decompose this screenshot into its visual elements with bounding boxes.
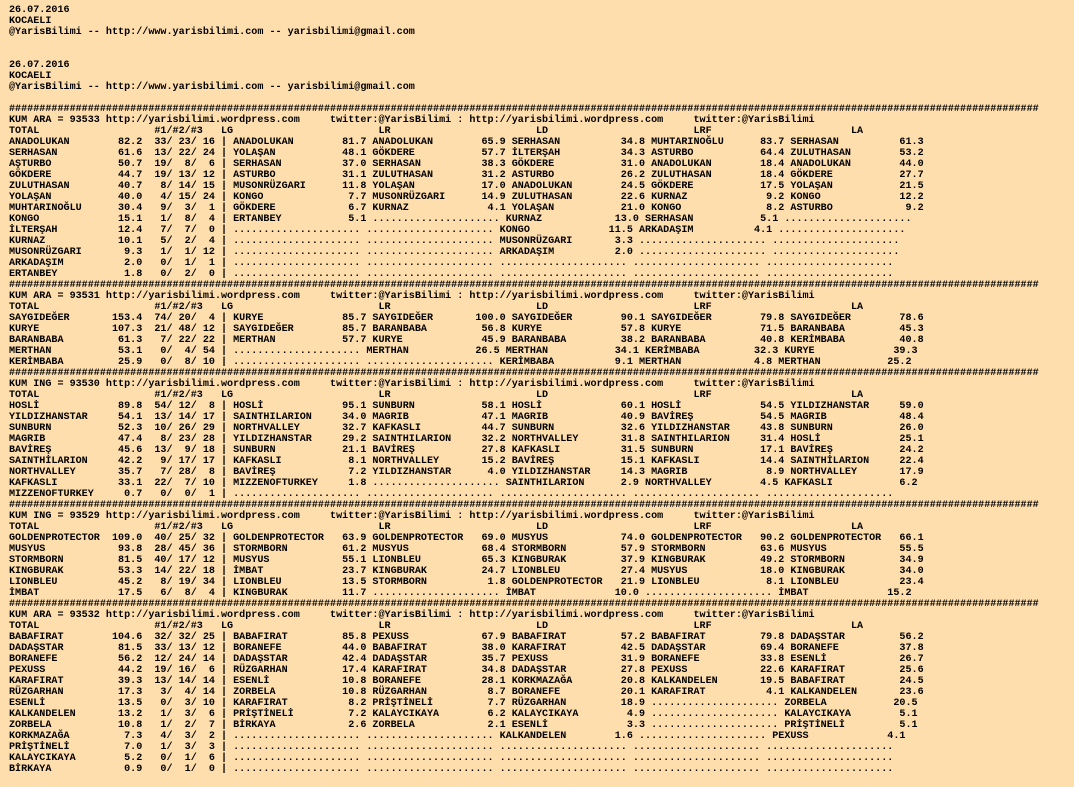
section-title: KUM ING = 93530 http://yarisbilimi.wordpress.com twitter:@YarisBilimi : http://yarisbilimi.wordpress.com twitter:@YarisBilimi (9, 379, 815, 390)
table-row: İLTERŞAH 12.4 7/ 7/ 0 | ..................... ..................... KONGO 11.5 ARKADAŞIM 4.1 ..................... (9, 225, 906, 236)
table-row: YILDIZHANSTAR 54.1 13/ 14/ 17 | SAINTHILARION 34.0 MAGRIB 47.1 MAGRIB 40.9 BAVİREŞ 54.5 MAGRIB 48.4 (9, 412, 924, 423)
table-row: YOLAŞAN 40.0 4/ 15/ 24 | KONGO 7.7 MUSONRÜZGARI 14.9 ZULUTHASAN 22.6 KURNAZ 9.2 KONGO 12.2 (9, 192, 924, 203)
table-row: KURNAZ 10.1 5/ 2/ 4 | ..................... ..................... MUSONRÜZGARI 3.3 ..................... ..................... (9, 236, 900, 247)
table-row: SERHASAN 61.6 13/ 22/ 24 | YOLAŞAN 48.1 GÖKDERE 57.7 İLTERŞAH 34.3 ASTURBO 64.4 ZULUTHASAN 53.2 (9, 148, 924, 159)
race-section (9, 511, 924, 599)
separator-line: ########################################################################################################################################################################## (9, 368, 1039, 379)
table-row: MAGRIB 47.4 8/ 23/ 28 | YILDIZHANSTAR 29.2 SAINTHILARION 32.2 NORTHVALLEY 31.8 SAINTHILARION 31.4 HOSLİ 25.1 (9, 434, 924, 445)
table-row: BİRKAYA 0.9 0/ 1/ 0 | ..................... ..................... ..................... ..................... ..................... (9, 764, 894, 775)
table-row: ARKADAŞIM 2.0 0/ 1/ 1 | ..................... ..................... ..................... ..................... ..................... (9, 258, 894, 269)
section-title: KUM ARA = 93532 http://yarisbilimi.wordpress.com twitter:@YarisBilimi : http://yarisbilimi.wordpress.com twitter:@YarisBilimi (9, 610, 815, 621)
race-section (9, 291, 924, 368)
table-row: ESENLİ 13.5 0/ 3/ 10 | KARAFIRAT 8.2 PRİŞTİNELİ 7.7 RÜZGARHAN 18.9 ..................... ZORBELA 20.5 (9, 698, 918, 709)
table-row: ZULUTHASAN 40.7 8/ 14/ 15 | MUSONRÜZGARI 11.8 YOLAŞAN 17.0 ANADOLUKAN 24.5 GÖKDERE 17.5 YOLAŞAN 21.5 (9, 181, 924, 192)
table-row: PEXUSS 44.2 19/ 16/ 6 | RÜZGARHAN 17.4 KARAFIRAT 34.8 DADAŞSTAR 27.8 PEXUSS 22.6 KARAFIRAT 25.6 (9, 665, 924, 676)
header-location: KOCAELI (9, 16, 52, 27)
table-row: İMBAT 17.5 6/ 8/ 4 | KINGBURAK 11.7 ..................... İMBAT 10.0 ..................... İMBAT 15.2 (9, 588, 912, 599)
table-row: KINGBURAK 53.3 14/ 22/ 18 | İMBAT 23.7 KINGBURAK 24.7 LIONBLEU 27.4 MUSYUS 18.0 KINGBURAK 34.0 (9, 566, 924, 577)
table-row: MUHTARINOĞLU 30.4 9/ 3/ 1 | GÖKDERE 6.7 KURNAZ 4.1 YOLAŞAN 21.0 KONGO 8.2 ASTURBO 9.2 (9, 203, 924, 214)
table-row: SAINTHİLARION 42.2 9/ 17/ 17 | KAFKASLI 8.1 NORTHVALLEY 15.2 BAVİREŞ 15.1 KAFKASLI 14.4 SAINTHİLARION 22.4 (9, 456, 924, 467)
section-title: KUM ARA = 93531 http://yarisbilimi.wordpress.com twitter:@YarisBilimi : http://yarisbilimi.wordpress.com twitter:@YarisBilimi (9, 291, 815, 302)
table-row: GÖKDERE 44.7 19/ 13/ 12 | ASTURBO 31.1 ZULUTHASAN 31.2 ASTURBO 26.2 ZULUTHASAN 18.4 GÖKDERE 27.7 (9, 170, 924, 181)
table-row: SAYGIDEĞER 153.4 74/ 20/ 4 | KURYE 85.7 SAYGIDEĞER 100.0 SAYGIDEĞER 90.1 SAYGIDEĞER 79.8 SAYGIDEĞER 78.6 (9, 313, 924, 324)
table-row: ERTANBEY 1.8 0/ 2/ 0 | ..................... ..................... ..................... ..................... ..................... (9, 269, 894, 280)
section-title: KUM ARA = 93533 http://yarisbilimi.wordpress.com twitter:@YarisBilimi : http://yarisbilimi.wordpress.com twitter:@YarisBilimi (9, 115, 815, 126)
header-contact: @YarisBilimi -- http://www.yarisbilimi.com -- yarisbilimi@gmail.com (9, 82, 415, 93)
table-row: MUSONRÜZGARI 9.3 1/ 1/ 12 | ..................... ..................... ARKADAŞIM 2.0 ..................... ..................... (9, 247, 900, 258)
table-row: LIONBLEU 45.2 8/ 19/ 34 | LIONBLEU 13.5 STORMBORN 1.8 GOLDENPROTECTOR 21.9 LIONBLEU 8.1 LIONBLEU 23.4 (9, 577, 924, 588)
table-row: KALAYCIKAYA 5.2 0/ 1/ 6 | ..................... ..................... ..................... ..................... ..................... (9, 753, 894, 764)
table-row: NORTHVALLEY 35.7 7/ 28/ 8 | BAVİREŞ 7.2 YILDIZHANSTAR 4.0 YILDIZHANSTAR 14.3 MAGRIB 8.9 NORTHVALLEY 17.9 (9, 467, 924, 478)
table-row: KAFKASLI 33.1 22/ 7/ 10 | MIZZENOFTURKEY 1.8 ..................... SAINTHILARION 2.9 NORTHVALLEY 4.5 KAFKASLI 6.2 (9, 478, 918, 489)
separator-line: ########################################################################################################################################################################## (9, 280, 1039, 291)
separator-line: ########################################################################################################################################################################## (9, 500, 1039, 511)
table-row: BAVİREŞ 45.6 13/ 9/ 18 | SUNBURN 21.1 BAVİREŞ 27.8 KAFKASLI 31.5 SUNBURN 17.1 BAVİREŞ 24.2 (9, 445, 924, 456)
table-row: ANADOLUKAN 82.2 33/ 23/ 16 | ANADOLUKAN 81.7 ANADOLUKAN 65.9 SERHASAN 34.8 MUHTARINOĞLU 83.7 SERHASAN 61.3 (9, 137, 924, 148)
section-title: KUM ING = 93529 http://yarisbilimi.wordpress.com twitter:@YarisBilimi : http://yarisbilimi.wordpress.com twitter:@YarisBilimi (9, 511, 815, 522)
table-row: KARAFIRAT 39.3 13/ 14/ 14 | ESENLİ 10.8 BORANEFE 28.1 KORKMAZAĞA 20.8 KALKANDELEN 19.5 BABAFIRAT 24.5 (9, 676, 924, 687)
race-section (9, 610, 924, 775)
column-header: TOTAL #1/#2/#3 LG LR LD LRF LA (9, 302, 864, 313)
table-row: RÜZGARHAN 17.3 3/ 4/ 14 | ZORBELA 10.8 RÜZGARHAN 8.7 BORANEFE 20.1 KARAFIRAT 4.1 KALKANDELEN 23.6 (9, 687, 924, 698)
table-row: GOLDENPROTECTOR 109.0 40/ 25/ 32 | GOLDENPROTECTOR 63.9 GOLDENPROTECTOR 69.0 MUSYUS 74.0 GOLDENPROTECTOR 90.2 GOLDENPROTECTOR 66.1 (9, 533, 924, 544)
table-row: KORKMAZAĞA 7.3 4/ 3/ 2 | ..................... ..................... KALKANDELEN 1.6 ..................... PEXUSS 4.1 (9, 731, 906, 742)
table-row: MUSYUS 93.8 28/ 45/ 36 | STORMBORN 61.2 MUSYUS 68.4 STORMBORN 57.9 STORMBORN 63.6 MUSYUS 55.5 (9, 544, 924, 555)
race-section (9, 115, 924, 280)
header-location: KOCAELI (9, 71, 52, 82)
table-row: PRİŞTİNELİ 7.0 1/ 3/ 3 | ..................... ..................... ..................... ..................... ..................... (9, 742, 894, 753)
table-row: KURYE 107.3 21/ 48/ 12 | SAYGIDEĞER 85.7 BARANBABA 56.8 KURYE 57.8 KURYE 71.5 BARANBABA 45.3 (9, 324, 924, 335)
race-section (9, 379, 924, 500)
table-row: KONGO 15.1 1/ 8/ 4 | ERTANBEY 5.1 ..................... KURNAZ 13.0 SERHASAN 5.1 ..................... (9, 214, 912, 225)
table-row: HOSLİ 89.8 54/ 12/ 8 | HOSLİ 95.1 SUNBURN 58.1 HOSLİ 60.1 HOSLİ 54.5 YILDIZHANSTAR 59.0 (9, 401, 924, 412)
table-row: DADAŞSTAR 81.5 33/ 13/ 12 | BORANEFE 44.0 BABAFIRAT 38.0 KARAFIRAT 42.5 DADAŞSTAR 69.4 BORANEFE 37.8 (9, 643, 924, 654)
header-contact: @YarisBilimi -- http://www.yarisbilimi.com -- yarisbilimi@gmail.com (9, 27, 415, 38)
table-row: ZORBELA 10.8 1/ 2/ 7 | BİRKAYA 2.6 ZORBELA 2.1 ESENLİ 3.3 ..................... PRİŞTİNELİ 5.1 (9, 720, 918, 731)
table-row: SUNBURN 52.3 10/ 26/ 29 | NORTHVALLEY 32.7 KAFKASLI 44.7 SUNBURN 32.6 YILDIZHANSTAR 43.8 SUNBURN 26.0 (9, 423, 924, 434)
table-row: BABAFIRAT 104.6 32/ 32/ 25 | BABAFIRAT 85.8 PEXUSS 67.9 BABAFIRAT 57.2 BABAFIRAT 79.8 DADAŞSTAR 56.2 (9, 632, 924, 643)
table-row: KALKANDELEN 13.2 1/ 3/ 6 | PRİŞTİNELİ 7.2 KALAYCIKAYA 6.2 KALAYCIKAYA 4.9 ..................... KALAYCIKAYA 5.1 (9, 709, 918, 720)
column-header: TOTAL #1/#2/#3 LG LR LD LRF LA (9, 522, 864, 533)
table-row: BARANBABA 61.3 7/ 22/ 22 | MERTHAN 57.7 KURYE 45.9 BARANBABA 38.2 BARANBABA 40.8 KERİMBABA 40.8 (9, 335, 924, 346)
column-header: TOTAL #1/#2/#3 LG LR LD LRF LA (9, 390, 864, 401)
table-row: AŞTURBO 50.7 19/ 8/ 6 | SERHASAN 37.0 SERHASAN 38.3 GÖKDERE 31.0 ANADOLUKAN 18.4 ANADOLUKAN 44.0 (9, 159, 924, 170)
header-date: 26.07.2016 (9, 5, 70, 16)
table-row: BORANEFE 56.2 12/ 24/ 14 | DADAŞSTAR 42.4 DADAŞSTAR 35.7 PEXUSS 31.9 BORANEFE 33.8 ESENLİ 26.7 (9, 654, 924, 665)
header-date: 26.07.2016 (9, 60, 70, 71)
table-row: MIZZENOFTURKEY 0.7 0/ 0/ 1 | ..................... ..................... ..................... ..................... ..................... (9, 489, 894, 500)
table-row: STORMBORN 81.5 40/ 17/ 12 | MUSYUS 55.1 LIONBLEU 65.3 KINGBURAK 37.9 KINGBURAK 49.2 STORMBORN 34.9 (9, 555, 924, 566)
table-row: MERTHAN 53.1 0/ 4/ 54 | ..................... MERTHAN 26.5 MERTHAN 34.1 KERİMBABA 32.3 KURYE 39.3 (9, 346, 918, 357)
column-header: TOTAL #1/#2/#3 LG LR LD LRF LA (9, 621, 864, 632)
separator-line: ########################################################################################################################################################################## (9, 104, 1039, 115)
separator-line: ########################################################################################################################################################################## (9, 599, 1039, 610)
column-header: TOTAL #1/#2/#3 LG LR LD LRF LA (9, 126, 864, 137)
table-row: KERİMBABA 25.9 0/ 8/ 10 | ..................... ..................... KERİMBABA 9.1 MERTHAN 4.8 MERTHAN 25.2 (9, 357, 912, 368)
